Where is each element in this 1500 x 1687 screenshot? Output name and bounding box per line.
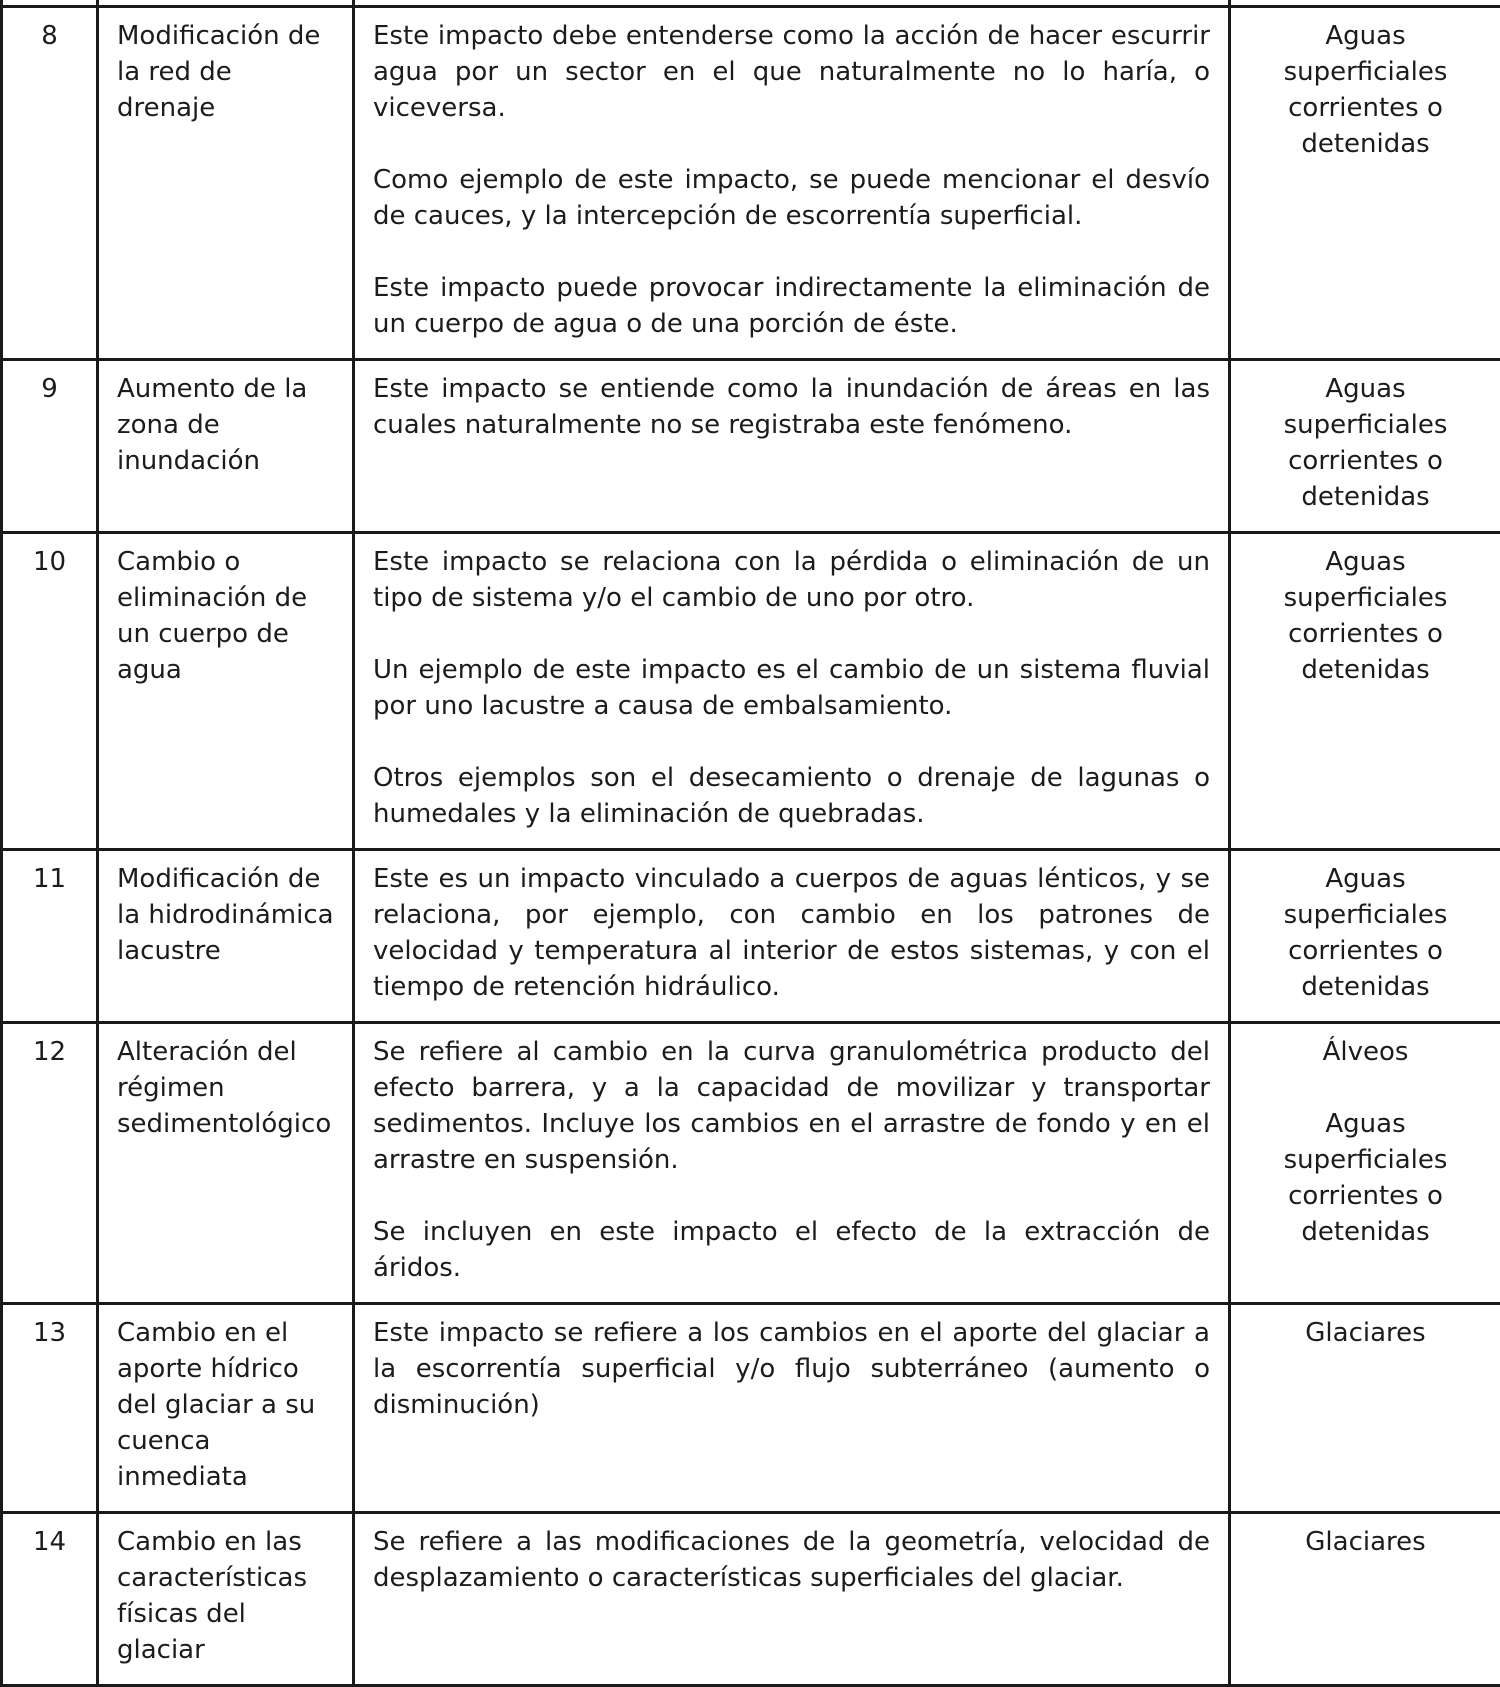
impact-name	[98, 1512, 354, 1685]
description-paragraph: Como ejemplo de este impacto, se puede mencionar el desvío de cauces, y la intercepción de escorrentía superficial.	[373, 162, 1210, 234]
impact-description	[354, 1303, 1230, 1512]
impact-name-text: Cambio o eliminación de un cuerpo de agua	[117, 544, 334, 688]
component-text: Glaciares	[1249, 1315, 1482, 1351]
row-number: 14	[2, 1512, 98, 1685]
table-row	[2, 1512, 1500, 1685]
table-row	[2, 849, 1500, 1022]
component-text: Aguas superficiales corrientes o detenidas	[1249, 18, 1482, 162]
impact-description	[354, 532, 1230, 849]
impact-name	[98, 1303, 354, 1512]
component-cell	[1230, 532, 1500, 849]
description-paragraph: Este impacto se refiere a los cambios en el aporte del glaciar a la escorrentía superficial y/o flujo subterráneo (aumento o disminución)	[373, 1315, 1210, 1423]
row-number: 8	[2, 6, 98, 359]
component-text: Aguas superficiales corrientes o detenidas	[1249, 1106, 1482, 1250]
impact-description	[354, 359, 1230, 532]
row-number: 13	[2, 1303, 98, 1512]
component-cell	[1230, 1512, 1500, 1685]
impact-name-text: Cambio en el aporte hídrico del glaciar a su cuenca inmediata	[117, 1315, 334, 1495]
impact-name-text: Modificación de la red de drenaje	[117, 18, 334, 126]
description-paragraph: Se refiere a las modificaciones de la geometría, velocidad de desplazamiento o características superficiales del glaciar.	[373, 1524, 1210, 1596]
impact-name-text: Modificación de la hidrodinámica lacustre	[117, 861, 334, 969]
impact-name-text: Cambio en las características físicas del glaciar	[117, 1524, 334, 1668]
component-text: Glaciares	[1249, 1524, 1482, 1560]
row-number: 12	[2, 1022, 98, 1303]
table-row	[2, 359, 1500, 532]
impact-description	[354, 849, 1230, 1022]
row-number: 10	[2, 532, 98, 849]
impact-description	[354, 1512, 1230, 1685]
description-paragraph: Se refiere al cambio en la curva granulométrica producto del efecto barrera, y a la capacidad de movilizar y transportar sedimentos. Incluye los cambios en el arrastre de fondo y en el arrastre en suspensión.	[373, 1034, 1210, 1178]
description-paragraph: Otros ejemplos son el desecamiento o drenaje de lagunas o humedales y la eliminación de quebradas.	[373, 760, 1210, 832]
component-cell	[1230, 1303, 1500, 1512]
row-number: 11	[2, 849, 98, 1022]
impact-name	[98, 1022, 354, 1303]
impact-name-text: Aumento de la zona de inundación	[117, 371, 334, 479]
component-cell	[1230, 1022, 1500, 1303]
table-row	[2, 532, 1500, 849]
description-paragraph: Este impacto se relaciona con la pérdida o eliminación de un tipo de sistema y/o el cambio de uno por otro.	[373, 544, 1210, 616]
component-cell	[1230, 6, 1500, 359]
table-row	[2, 1022, 1500, 1303]
impact-name	[98, 6, 354, 359]
description-paragraph: Un ejemplo de este impacto es el cambio de un sistema fluvial por uno lacustre a causa de embalsamiento.	[373, 652, 1210, 724]
impact-description	[354, 6, 1230, 359]
description-paragraph: Este impacto debe entenderse como la acción de hacer escurrir agua por un sector en el que naturalmente no lo haría, o viceversa.	[373, 18, 1210, 126]
impact-name	[98, 359, 354, 532]
component-text: Aguas superficiales corrientes o detenidas	[1249, 861, 1482, 1005]
description-paragraph: Este es un impacto vinculado a cuerpos de aguas lénticos, y se relaciona, por ejemplo, con cambio en los patrones de velocidad y temperatura al interior de estos sistemas, y con el tiempo de retención hidráulico.	[373, 861, 1210, 1005]
impact-name-text: Alteración del régimen sedimentológico	[117, 1034, 334, 1142]
component-cell	[1230, 849, 1500, 1022]
impact-name	[98, 849, 354, 1022]
impact-name	[98, 532, 354, 849]
component-text: Aguas superficiales corrientes o detenidas	[1249, 544, 1482, 688]
table-row	[2, 6, 1500, 359]
description-paragraph: Se incluyen en este impacto el efecto de la extracción de áridos.	[373, 1214, 1210, 1286]
description-paragraph: Este impacto puede provocar indirectamente la eliminación de un cuerpo de agua o de una porción de éste.	[373, 270, 1210, 342]
component-text: Álveos	[1249, 1034, 1482, 1070]
description-paragraph: Este impacto se entiende como la inundación de áreas en las cuales naturalmente no se registraba este fenómeno.	[373, 371, 1210, 443]
component-text: Aguas superficiales corrientes o detenidas	[1249, 371, 1482, 515]
table-row	[2, 1303, 1500, 1512]
row-number: 9	[2, 359, 98, 532]
component-cell	[1230, 359, 1500, 532]
impact-description	[354, 1022, 1230, 1303]
